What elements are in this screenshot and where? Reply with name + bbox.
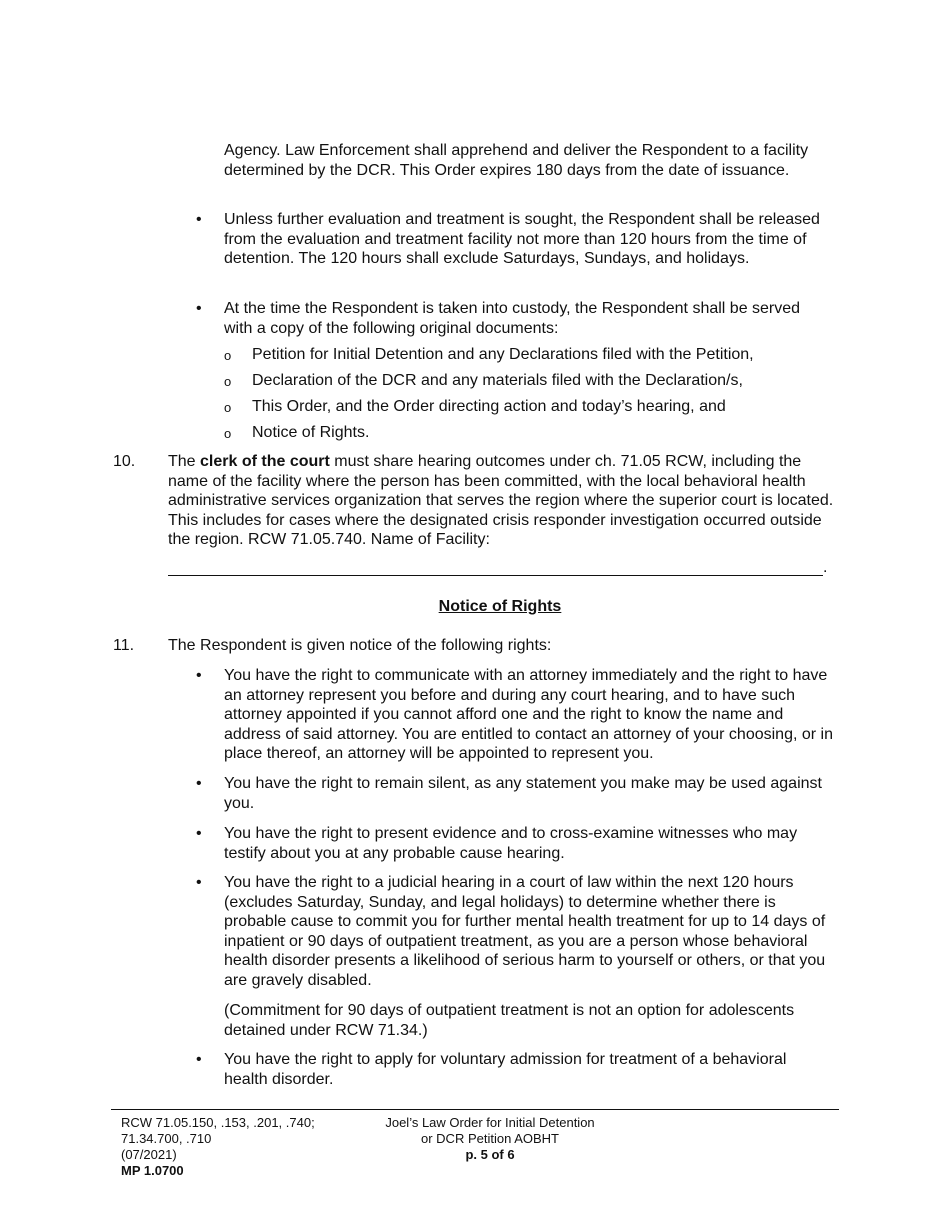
clerk-of-court-bold: clerk of the court (200, 453, 330, 470)
sub-item-petition: Petition for Initial Detention and any Declarations filed with the Petition, (252, 346, 754, 363)
footer-form-subtitle: or DCR Petition AOBHT (421, 1131, 559, 1146)
sub-item-declaration: Declaration of the DCR and any materials filed with the Declaration/s, (252, 372, 743, 389)
footer-center (340, 1115, 640, 1163)
facility-line-period: . (823, 559, 828, 576)
item-10-lead: The (168, 453, 201, 470)
item-number-11: 11. (113, 637, 135, 654)
footer-page-number: p. 5 of 6 (465, 1147, 515, 1162)
sub-bullet-marker: o (224, 400, 232, 415)
bullet-release-text: Unless further evaluation and treatment is sought, the Respondent shall be released from the evaluation and treatment facility not more than 120 hours from the time of detention. The 120 hours shall exclude Saturdays, Sundays, and holidays. (224, 211, 820, 268)
notice-of-rights-heading: Notice of Rights (438, 598, 562, 615)
right-voluntary-text: You have the right to apply for voluntary admission for treatment of a behavioral health disorder. (224, 1051, 787, 1088)
sub-bullet-marker: o (224, 426, 232, 441)
item-10-text (168, 452, 836, 550)
item-number-10: 10. (113, 453, 136, 470)
bullet-marker: • (196, 1051, 202, 1068)
bullet-marker: • (196, 211, 202, 228)
item-11-text: The Respondent is given notice of the following rights: (168, 637, 552, 654)
sub-item-notice: Notice of Rights. (252, 424, 370, 441)
bullet-marker: • (196, 300, 202, 317)
footer-rcw-line2: 71.34.700, .710 (121, 1131, 212, 1146)
footer-form-title: Joel’s Law Order for Initial Detention (385, 1115, 595, 1130)
sub-item-order: This Order, and the Order directing action and today’s hearing, and (252, 398, 726, 415)
bullet-marker: • (196, 775, 202, 792)
item-10-rest: must share hearing outcomes under ch. 71.05 RCW, including the name of the facility where the person has been committed, with the local behavioral health administrative services organization that serves the region where the superior court is located. This includes for cases where the designated crisis responder investigation occurred outside the region. RCW 71.05.740. Name of Facility: (168, 453, 834, 549)
facility-name-line (168, 575, 823, 576)
rights-commitment-note: (Commitment for 90 days of outpatient treatment is not an option for adolescents detained under RCW 71.34.) (224, 1002, 795, 1039)
bullet-marker: • (196, 874, 202, 891)
right-hearing-text: You have the right to a judicial hearing in a court of law within the next 120 hours (excludes Saturday, Sunday, and legal holidays) to determine whether there is probable cause to commit you for further mental health treatment for up to 14 days of inpatient or 90 days of outpatient treatment, as you are a person whose behavioral health disorder presents a likelihood of serious harm to yourself or others, or that you are gravely disabled. (224, 874, 826, 989)
bullet-marker: • (196, 825, 202, 842)
sub-bullet-marker: o (224, 348, 232, 363)
bullet-marker: • (196, 667, 202, 684)
footer-rule (111, 1109, 839, 1110)
footer-form-number: MP 1.0700 (121, 1163, 184, 1178)
right-silent-text: You have the right to remain silent, as any statement you make may be used against you. (224, 775, 822, 812)
footer-left (121, 1115, 315, 1179)
right-evidence-text: You have the right to present evidence and to cross-examine witnesses who may testify about you at any probable cause hearing. (224, 825, 798, 862)
sub-bullet-marker: o (224, 374, 232, 389)
intro-paragraph: Agency. Law Enforcement shall apprehend and deliver the Respondent to a facility determined by the DCR. This Order expires 180 days from the date of issuance. (224, 142, 809, 179)
bullet-custody-text: At the time the Respondent is taken into custody, the Respondent shall be served with a copy of the following original documents: (224, 300, 801, 337)
right-attorney-text: You have the right to communicate with an attorney immediately and the right to have an attorney represent you before and during any court hearing, and to have such attorney appointed if you cannot afford one and the right to know the name and address of said attorney. You are entitled to contact an attorney of your choosing, or in place thereof, an attorney will be appointed to represent you. (224, 667, 833, 763)
footer-rcw-line: RCW 71.05.150, .153, .201, .740; (121, 1115, 315, 1130)
footer-date: (07/2021) (121, 1147, 177, 1162)
